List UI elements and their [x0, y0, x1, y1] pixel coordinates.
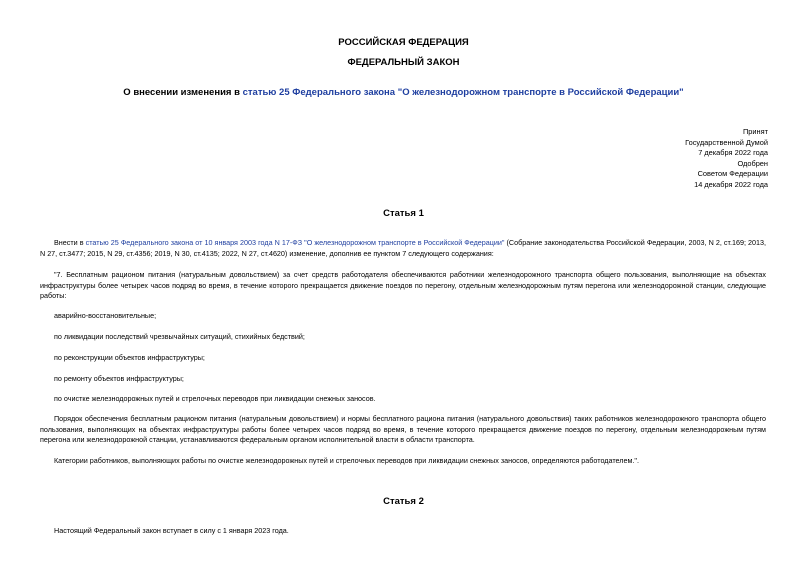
list-item: по ремонту объектов инфраструктуры; — [54, 374, 184, 383]
p1-suffix: (Собрание законодательства Российской Федерации, 2003, N 2, ст.169; 2013, N 27, ст.3477; 2015, N 29, ст.4356; 2019, N 30, ст.4135; 2022, N 27, ст.4620) изменение, дополнив ее пунктом 7 следующего содержания: — [40, 238, 767, 258]
article-1-heading: Статья 1 — [383, 208, 424, 219]
p3-text: Порядок обеспечения бесплатным рационом питания (натуральным довольствием) и нормы бесплатного рациона питания (натурального довольствия) таких работников железнодорожного транспорта общего пользования, выполняющих на объектах инфраструктуры работы более четырех часов подряд во время, в течение которого прекращается движение поездов по перегону, отдельным железнодорожным путям перегона или железнодорожной станции, устанавливаются федеральным органом исполнительной власти в области транспорта. — [40, 414, 766, 445]
p4-text: Категории работников, выполняющих работы по очистке железнодорожных путей и стрелочных переводов при ликвидации снежных заносов, определяются работодателем.". — [54, 456, 639, 465]
article-2-text: Настоящий Федеральный закон вступает в силу с 1 января 2023 года. — [54, 526, 289, 535]
country-heading: РОССИЙСКАЯ ФЕДЕРАЦИЯ — [338, 37, 469, 48]
p1-prefix: Внести в — [54, 238, 86, 247]
article-1-paragraph-4 — [40, 456, 766, 467]
title-link[interactable]: статью 25 Федерального закона "О железнодорожном транспорте в Российской Федерации" — [242, 87, 684, 98]
adoption-line: Одобрен — [737, 158, 768, 168]
article-2-heading: Статья 2 — [383, 496, 424, 507]
adoption-line: 7 декабря 2022 года — [698, 148, 768, 158]
adoption-block — [568, 127, 768, 191]
article-1-paragraph-2 — [40, 270, 766, 302]
adoption-line: Советом Федерации — [697, 169, 768, 179]
list-item: аварийно-восстановительные; — [54, 311, 157, 320]
law-article-link[interactable]: статью 25 Федерального закона от 10 января 2003 года N 17-ФЗ "О железнодорожном транспорте в Российской Федерации" — [85, 238, 505, 247]
title-prefix: О внесении изменения в — [123, 87, 243, 98]
p2-text: "7. Бесплатным рационом питания (натуральным довольствием) за счет средств работодателя обеспечиваются работники железнодорожного транспорта общего пользования, выполняющие на объектах инфраструктуры более четырех часов подряд во время, в течение которого прекращается движение поездов по перегону, отдельным железнодорожным путям перегона или железнодорожной станции, следующие работы: — [40, 270, 766, 301]
article-1-paragraph-1 — [40, 238, 766, 259]
list-item: по реконструкции объектов инфраструктуры; — [54, 353, 205, 362]
adoption-line: 14 декабря 2022 года — [694, 179, 768, 189]
list-item: по ликвидации последствий чрезвычайных ситуаций, стихийных бедствий; — [54, 332, 305, 341]
law-title — [0, 87, 807, 98]
law-type-heading: ФЕДЕРАЛЬНЫЙ ЗАКОН — [347, 57, 460, 68]
adoption-line: Государственной Думой — [685, 137, 768, 147]
article-1-paragraph-3 — [40, 414, 766, 446]
list-item: по очистке железнодорожных путей и стрелочных переводов при ликвидации снежных заносов. — [54, 394, 376, 403]
article-2-paragraph-1 — [40, 526, 766, 537]
adoption-line: Принят — [742, 127, 768, 136]
